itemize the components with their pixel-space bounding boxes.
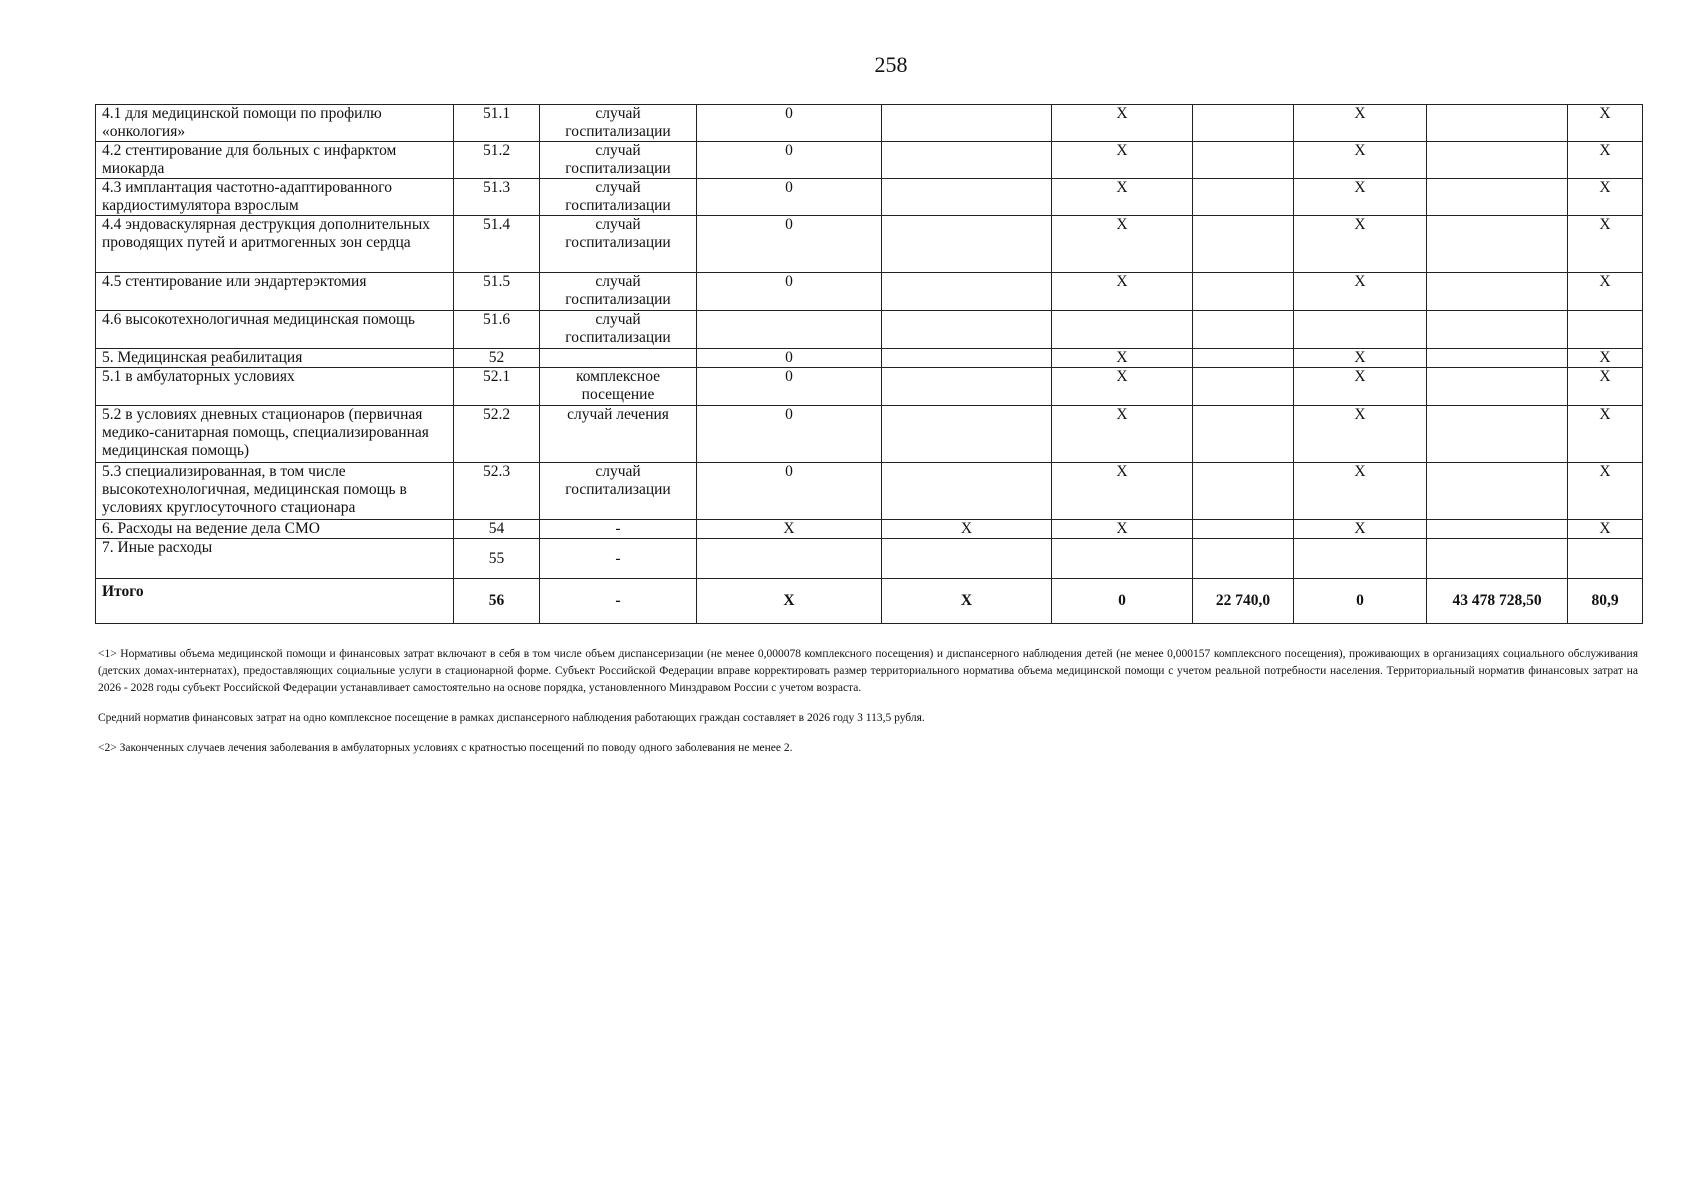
row-value-cell [1193,142,1294,179]
row-value-cell [1427,273,1568,311]
row-value-cell [1193,105,1294,142]
row-value-cell: X [1568,142,1643,179]
row-name-cell: 6. Расходы на ведение дела СМО [96,520,454,539]
row-value-cell: X [1052,179,1193,216]
table-row [96,463,1643,520]
row-name-cell: 7. Иные расходы [96,539,454,579]
table-row [96,142,1643,179]
row-unit-cell: случай госпитализации [540,179,697,216]
row-value-cell [697,539,882,579]
row-value-cell [882,539,1052,579]
row-value-cell [1427,406,1568,463]
row-value-cell [1193,539,1294,579]
row-value-cell: 0 [697,179,882,216]
row-unit-cell: случай госпитализации [540,105,697,142]
row-value-cell: 0 [697,216,882,273]
row-value-cell: X [1294,273,1427,311]
row-value-cell: 0 [697,463,882,520]
footnote-average-cost: Средний норматив финансовых затрат на одно комплексное посещение в рамках диспансерного наблюдения работающих граждан составляет в 2026 году 3 113,5 рубля. [98,712,925,724]
row-value-cell: X [1052,520,1193,539]
row-value-cell [882,463,1052,520]
row-value-cell [882,142,1052,179]
row-value-cell [882,349,1052,368]
page-number: 258 [874,52,908,77]
row-value-cell: X [1568,406,1643,463]
row-code-cell: 52 [454,349,540,368]
row-name-cell: 4.5 стентирование или эндартерэктомия [96,273,454,311]
row-value-cell: X [1568,349,1643,368]
row-value-cell [882,273,1052,311]
row-value-cell: X [1294,216,1427,273]
row-value-cell [882,311,1052,349]
row-value-cell: X [1052,349,1193,368]
table-row [96,179,1643,216]
row-unit-cell: случай госпитализации [540,216,697,273]
row-value-cell [1193,179,1294,216]
row-unit-cell [540,349,697,368]
row-value-cell [1568,539,1643,579]
row-name-cell: 5.3 специализированная, в том числе высокотехнологичная, медицинская помощь в условиях круглосуточного стационара [96,463,454,520]
row-value-cell: X [1568,105,1643,142]
row-code-cell: 51.5 [454,273,540,311]
row-code-cell: 55 [454,539,540,579]
row-value-cell [1193,463,1294,520]
row-value-cell [1427,463,1568,520]
row-value-cell: 0 [1294,579,1427,624]
table-row [96,520,1643,539]
normatives-table [95,104,1643,624]
row-code-cell: 52.3 [454,463,540,520]
row-value-cell [882,216,1052,273]
row-value-cell [1427,216,1568,273]
row-name-cell: 4.3 имплантация частотно-адаптированного кардиостимулятора взрослым [96,179,454,216]
row-value-cell [697,311,882,349]
row-value-cell [1193,216,1294,273]
table-row [96,406,1643,463]
row-value-cell: 43 478 728,50 [1427,579,1568,624]
row-value-cell: X [1052,142,1193,179]
row-value-cell: X [1294,368,1427,406]
row-value-cell: X [1568,368,1643,406]
row-code-cell: 51.4 [454,216,540,273]
row-code-cell: 51.3 [454,179,540,216]
row-value-cell: 0 [697,349,882,368]
row-code-cell: 51.1 [454,105,540,142]
row-value-cell [1052,311,1193,349]
row-value-cell: 0 [697,406,882,463]
row-value-cell [1568,311,1643,349]
row-value-cell: X [1568,463,1643,520]
footnotes [98,646,1638,757]
row-value-cell [882,368,1052,406]
row-name-cell: 5.1 в амбулаторных условиях [96,368,454,406]
row-value-cell [1193,349,1294,368]
row-code-cell: 56 [454,579,540,624]
row-code-cell: 54 [454,520,540,539]
table-row [96,539,1643,579]
row-value-cell: X [1294,349,1427,368]
row-unit-cell: случай госпитализации [540,463,697,520]
row-value-cell: X [1052,216,1193,273]
row-value-cell: 0 [697,368,882,406]
row-value-cell: X [1294,406,1427,463]
row-value-cell [1427,349,1568,368]
row-value-cell [1427,368,1568,406]
row-value-cell [1427,105,1568,142]
row-unit-cell: - [540,520,697,539]
row-value-cell: X [1568,179,1643,216]
row-value-cell [1193,311,1294,349]
row-value-cell: 0 [697,105,882,142]
row-name-cell: 4.4 эндоваскулярная деструкция дополнительных проводящих путей и аритмогенных зон сердца [96,216,454,273]
row-value-cell: X [882,579,1052,624]
row-value-cell: X [1568,273,1643,311]
row-value-cell [1294,311,1427,349]
row-code-cell: 51.2 [454,142,540,179]
table-row [96,579,1643,624]
row-name-cell: Итого [96,579,454,624]
row-unit-cell: комплексное посещение [540,368,697,406]
row-unit-cell: случай госпитализации [540,273,697,311]
table-row [96,216,1643,273]
row-value-cell: X [1568,520,1643,539]
row-value-cell [1193,520,1294,539]
row-value-cell: X [1052,368,1193,406]
row-value-cell: X [1052,105,1193,142]
row-name-cell: 5.2 в условиях дневных стационаров (первичная медико-санитарная помощь, специализированная медицинская помощь) [96,406,454,463]
row-unit-cell: - [540,539,697,579]
row-value-cell: X [1052,406,1193,463]
row-value-cell [1427,539,1568,579]
row-value-cell: X [882,520,1052,539]
row-value-cell [1427,311,1568,349]
row-value-cell: 22 740,0 [1193,579,1294,624]
table-body [96,105,1643,624]
table-row [96,273,1643,311]
row-value-cell: X [697,579,882,624]
row-value-cell [882,406,1052,463]
row-code-cell: 52.2 [454,406,540,463]
row-value-cell: X [1294,463,1427,520]
footnote-2: <2> Законченных случаев лечения заболевания в амбулаторных условиях с кратностью посещений по поводу одного заболевания не менее 2. [98,742,793,754]
row-value-cell [1193,406,1294,463]
row-value-cell [1193,273,1294,311]
row-value-cell: 0 [697,142,882,179]
row-value-cell: 0 [1052,579,1193,624]
row-value-cell [882,105,1052,142]
row-code-cell: 52.1 [454,368,540,406]
row-unit-cell: случай лечения [540,406,697,463]
row-code-cell: 51.6 [454,311,540,349]
row-value-cell [882,179,1052,216]
row-value-cell [1294,539,1427,579]
row-value-cell [1427,179,1568,216]
row-value-cell: X [1052,273,1193,311]
row-value-cell: X [1294,142,1427,179]
row-name-cell: 4.2 стентирование для больных с инфарктом миокарда [96,142,454,179]
table-row [96,349,1643,368]
row-unit-cell: - [540,579,697,624]
row-name-cell: 4.6 высокотехнологичная медицинская помощь [96,311,454,349]
row-value-cell: 80,9 [1568,579,1643,624]
row-unit-cell: случай госпитализации [540,311,697,349]
row-unit-cell: случай госпитализации [540,142,697,179]
row-name-cell: 5. Медицинская реабилитация [96,349,454,368]
row-value-cell [1052,539,1193,579]
table-row [96,368,1643,406]
row-value-cell: X [1568,216,1643,273]
table-row [96,311,1643,349]
row-value-cell [1427,520,1568,539]
footnote-1: <1> Нормативы объема медицинской помощи и финансовых затрат включают в себя в том числе объем диспансеризации (не менее 0,000078 комплексного посещения) и диспансерного наблюдения детей (не менее 0,000157 комплексного посещения), проживающих в организациях социального обслуживания (детских домах-интернатах), предоставляющих социальные услуги в стационарной форме. Субъект Российской Федерации вправе корректировать размер территориального норматива объема медицинской помощи с учетом реальной потребности населения. Территориальный норматив финансовых затрат на 2026 - 2028 годы субъект Российской Федерации устанавливает самостоятельно на основе порядка, установленного Минздравом России с учетом возраста. [98,648,1638,694]
row-value-cell: X [1294,179,1427,216]
row-value-cell [1427,142,1568,179]
table-row [96,105,1643,142]
row-value-cell: X [697,520,882,539]
row-value-cell: X [1294,105,1427,142]
row-value-cell [1193,368,1294,406]
row-value-cell: X [1052,463,1193,520]
row-name-cell: 4.1 для медицинской помощи по профилю «онкология» [96,105,454,142]
row-value-cell: 0 [697,273,882,311]
row-value-cell: X [1294,520,1427,539]
